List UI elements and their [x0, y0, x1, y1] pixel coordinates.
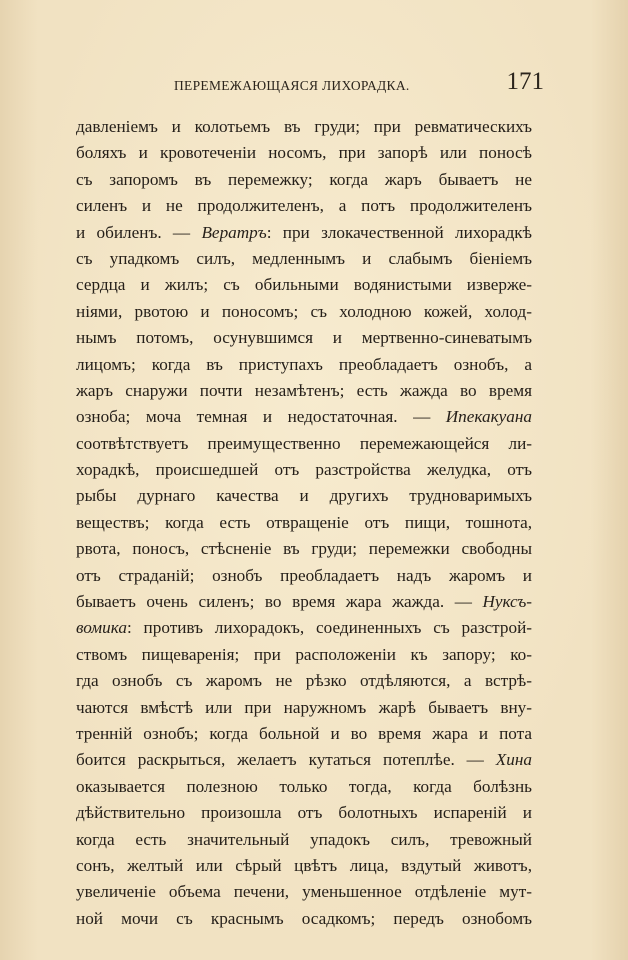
text-line: [76, 272, 532, 298]
page-header: [76, 68, 544, 102]
text-segment: силенъ и не продолжителенъ, а потъ продолжителенъ: [76, 196, 532, 216]
text-segment: когда есть значительный упадокъ силъ, тревожный: [76, 829, 532, 849]
text-segment: сердца и жилъ; съ обильными водянистыми изверже-: [76, 275, 532, 295]
italic-term: Вератръ: [201, 222, 267, 242]
text-line: [76, 114, 532, 140]
text-line: [76, 536, 532, 562]
text-line: [76, 325, 532, 351]
text-line: [76, 747, 532, 773]
text-line: [76, 721, 532, 747]
text-line: [76, 642, 532, 668]
text-segment: жаръ снаружи почти незамѣтенъ; есть жажда во время: [76, 380, 532, 400]
text-segment: хорадкѣ, происшедшей отъ разстройства желудка, отъ: [76, 460, 532, 480]
text-line: [76, 589, 532, 615]
text-line: [76, 378, 532, 404]
text-line: [76, 167, 532, 193]
text-segment: ствомъ пищеваренія; при расположеніи къ запору; ко-: [76, 644, 532, 664]
running-title: ПЕРЕМЕЖАЮЩАЯСЯ ЛИХОРАДКА.: [174, 78, 410, 93]
text-segment: лицомъ; когда въ приступахъ преобладаетъ ознобъ, а: [76, 354, 532, 374]
text-line: [76, 193, 532, 219]
text-line: [76, 140, 532, 166]
text-segment: отъ страданій; ознобъ преобладаетъ надъ жаромъ и: [76, 565, 532, 585]
text-line: [76, 404, 532, 430]
text-segment: и обиленъ. —: [76, 222, 202, 242]
text-line: [76, 563, 532, 589]
text-line: [76, 352, 532, 378]
text-segment: давленіемъ и колотьемъ въ груди; при ревматическихъ: [76, 117, 532, 136]
italic-term: вомика: [76, 618, 127, 638]
text-segment: бываетъ очень силенъ; во время жара жажда. —: [76, 592, 483, 612]
text-line: [76, 299, 532, 325]
text-segment: дѣйствительно произошла отъ болотныхъ испареній и: [76, 803, 532, 823]
text-line: [76, 510, 532, 536]
italic-term: Нуксъ-: [482, 592, 532, 612]
text-segment: оказывается полезною только тогда, когда болѣзнь: [76, 776, 532, 796]
text-segment: рвота, поносъ, стѣсненіе въ груди; перемежки свободны: [76, 539, 532, 559]
text-line: [76, 774, 532, 800]
text-line: [76, 827, 532, 853]
text-line: [76, 220, 532, 246]
text-line: [76, 457, 532, 483]
text-segment: нымъ потомъ, осунувшимся и мертвенно-синеватымъ: [76, 328, 532, 348]
text-line: [76, 800, 532, 826]
text-segment: тренній ознобъ; когда больной и во время жара и пота: [76, 723, 532, 743]
text-line: [76, 668, 532, 694]
text-segment: : при злокачественной лихорадкѣ: [266, 222, 532, 242]
body-text: [76, 114, 532, 932]
page-number: 171: [506, 68, 544, 95]
text-line: [76, 246, 532, 272]
text-segment: : противъ лихорадокъ, соединенныхъ съ разстрой-: [126, 618, 532, 638]
italic-term: Хина: [495, 750, 532, 770]
text-segment: ной мочи съ краснымъ осадкомъ; передъ ознобомъ: [76, 908, 532, 928]
text-segment: ніями, рвотою и поносомъ; съ холодною кожей, холод-: [76, 301, 532, 321]
text-segment: рыбы дурнаго качества и другихъ трудноваримыхъ: [76, 486, 532, 506]
italic-term: Ипекакуана: [445, 407, 532, 427]
text-line: [76, 615, 532, 641]
text-line: [76, 431, 532, 457]
text-segment: гда ознобъ съ жаромъ не рѣзко отдѣляются, а встрѣ-: [76, 671, 532, 691]
text-segment: соотвѣтствуетъ преимущественно перемежающейся ли-: [76, 433, 532, 453]
text-segment: боится раскрыться, желаетъ кутаться потеплѣе. —: [76, 750, 496, 770]
text-segment: веществъ; когда есть отвращеніе отъ пищи, тошнота,: [76, 512, 532, 532]
text-segment: сонъ, желтый или сѣрый цвѣтъ лица, вздутый животъ,: [76, 855, 532, 875]
text-segment: озноба; моча темная и недостаточная. —: [76, 407, 446, 427]
text-segment: увеличеніе объема печени, уменьшенное отдѣленіе мут-: [76, 882, 532, 902]
text-line: [76, 695, 532, 721]
text-line: [76, 879, 532, 905]
text-line: [76, 906, 532, 932]
text-segment: съ упадкомъ силъ, медленнымъ и слабымъ біеніемъ: [76, 248, 532, 268]
text-line: [76, 483, 532, 509]
text-segment: чаются вмѣстѣ или при наружномъ жарѣ бываетъ вну-: [76, 697, 532, 717]
text-segment: съ запоромъ въ перемежку; когда жаръ бываетъ не: [76, 169, 532, 189]
text-segment: боляхъ и кровотеченіи носомъ, при запорѣ или поносѣ: [76, 143, 532, 163]
text-line: [76, 853, 532, 879]
